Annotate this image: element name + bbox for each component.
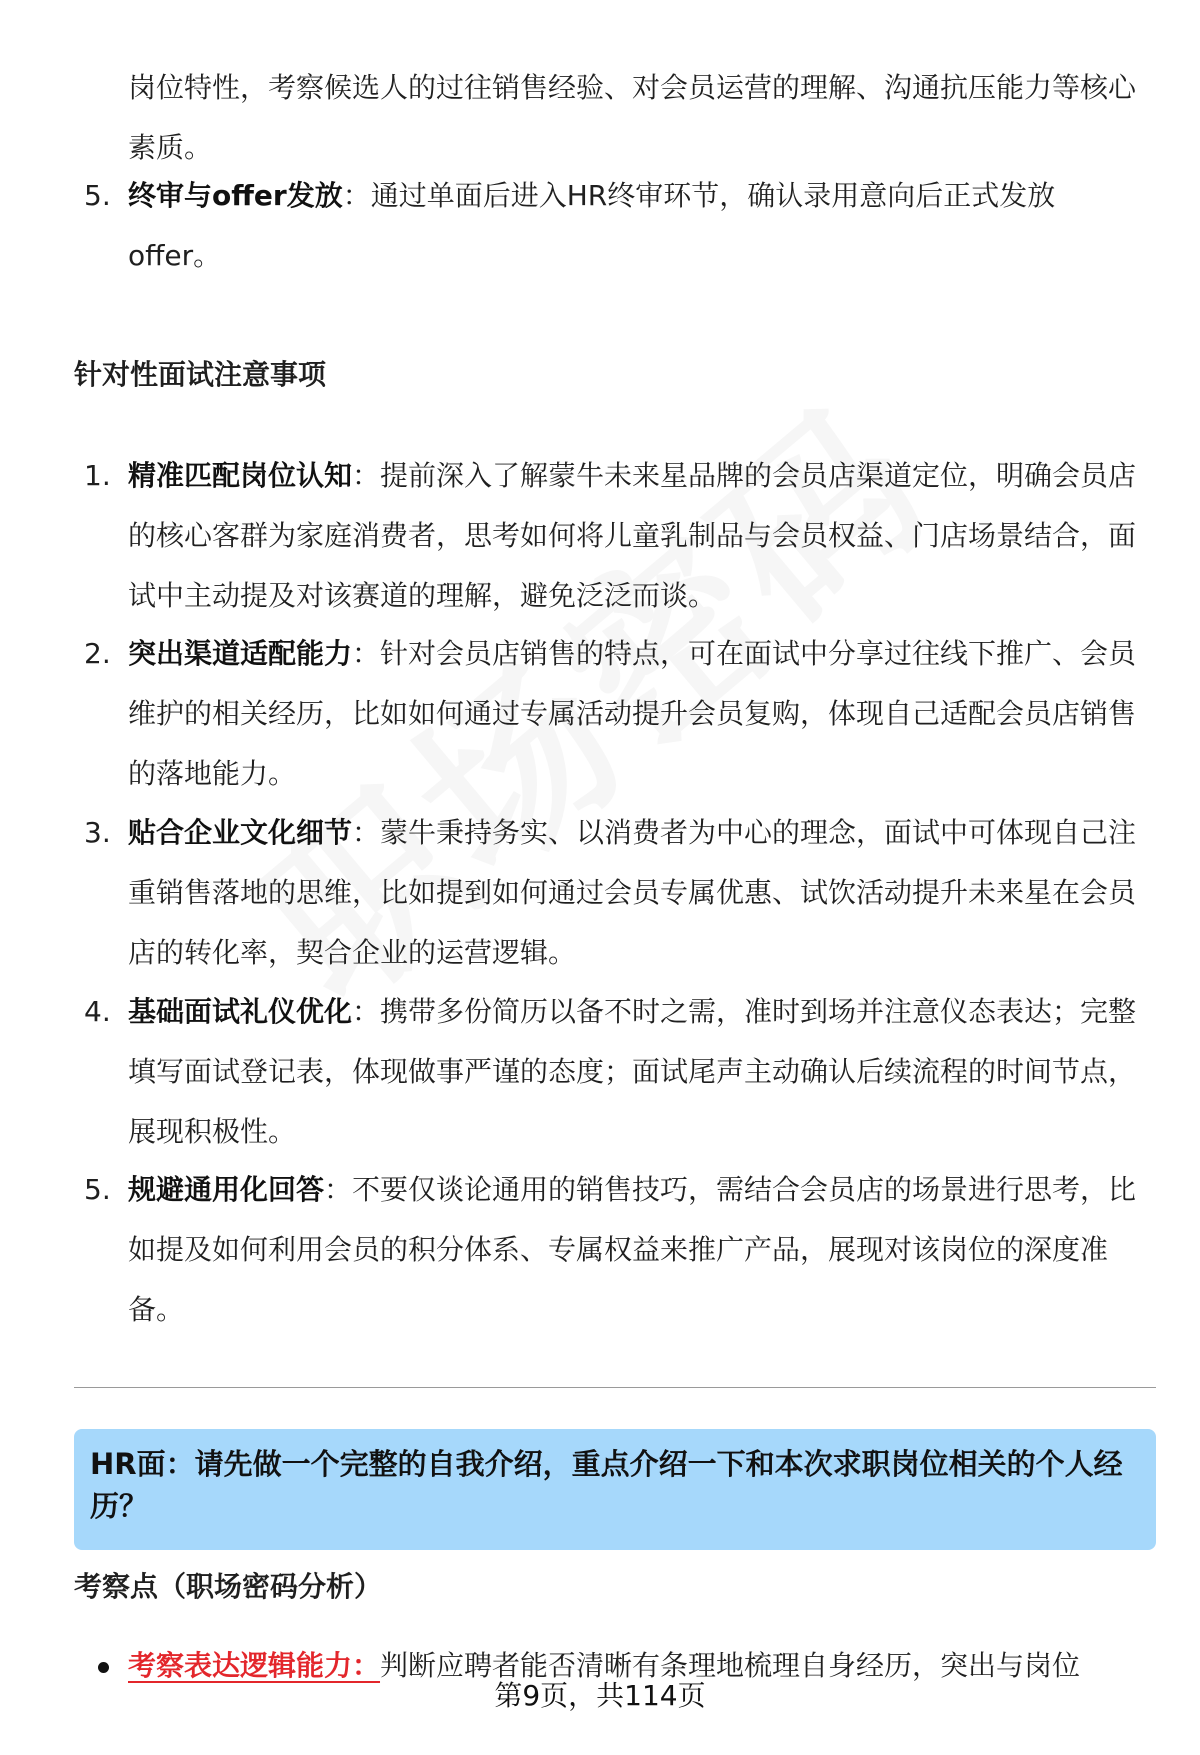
item-label: 突出渠道适配能力 xyxy=(128,637,353,670)
tip-item-3 xyxy=(84,803,1148,983)
continuation-paragraph: 岗位特性，考察候选人的过往销售经验、对会员运营的理解、沟通抗压能力等核心素质。 xyxy=(128,71,1137,164)
item-text: ：蒙牛秉持务实、以消费者为中心的理念，面试中可体现自己注重销售落地的思维，比如提到如何通过会员专属优惠、试饮活动提升未来星在会员店的转化率，契合企业的运营逻辑。 xyxy=(128,816,1137,969)
item-number: 5. xyxy=(84,1173,111,1206)
item-number: 4. xyxy=(84,995,111,1028)
item-text: ：针对会员店销售的特点，可在面试中分享过往线下推广、会员维护的相关经历，比如如何通过专属活动提升会员复购，体现自己适配会员店销售的落地能力。 xyxy=(128,637,1137,790)
analysis-heading: 考察点（职场密码分析） xyxy=(74,1570,383,1603)
item-text: ：携带多份简历以备不时之需，准时到场并注意仪态表达；完整填写面试登记表，体现做事严谨的态度；面试尾声主动确认后续流程的时间节点，展现积极性。 xyxy=(128,995,1137,1148)
page-footer: 第9页，共114页 xyxy=(494,1679,706,1712)
item-label: 终审与offer发放 xyxy=(128,179,343,212)
item-text: ：通过单面后进入HR终审环节，确认录用意向后正式发放offer。 xyxy=(128,179,1056,272)
item-label: 基础面试礼仪优化 xyxy=(128,995,353,1028)
hr-question-box: HR面：请先做一个完整的自我介绍，重点介绍一下和本次求职岗位相关的个人经历？ xyxy=(74,1429,1156,1550)
tip-item-4 xyxy=(84,982,1148,1162)
bullet-dot xyxy=(98,1662,109,1673)
section-divider xyxy=(74,1387,1156,1388)
item-number: 2. xyxy=(84,637,111,670)
item-label: 规避通用化回答 xyxy=(128,1173,325,1206)
tip-item-5 xyxy=(84,1160,1148,1340)
item-label: 精准匹配岗位认知 xyxy=(128,459,353,492)
item-text: ：不要仅谈论通用的销售技巧，需结合会员店的场景进行思考，比如提及如何利用会员的积分体系、专属权益来推广产品，展现对该岗位的深度准备。 xyxy=(128,1173,1137,1326)
tip-item-1 xyxy=(84,446,1148,626)
item-text: ：提前深入了解蒙牛未来星品牌的会员店渠道定位，明确会员店的核心客群为家庭消费者，思考如何将儿童乳制品与会员权益、门店场景结合，面试中主动提及对该赛道的理解，避免泛泛而谈。 xyxy=(128,459,1137,612)
item-number: 1. xyxy=(84,459,111,492)
process-item-5 xyxy=(84,166,1148,286)
bullet-label: 考察表达逻辑能力： xyxy=(128,1649,381,1682)
item-number: 3. xyxy=(84,816,111,849)
bullet-text: 判断应聘者能否清晰有条理地梳理自身经历，突出与岗位 xyxy=(380,1649,1081,1682)
item-label: 贴合企业文化细节 xyxy=(128,816,353,849)
section-heading: 针对性面试注意事项 xyxy=(74,358,327,391)
tip-item-2 xyxy=(84,624,1148,804)
item-number: 5. xyxy=(84,179,111,212)
